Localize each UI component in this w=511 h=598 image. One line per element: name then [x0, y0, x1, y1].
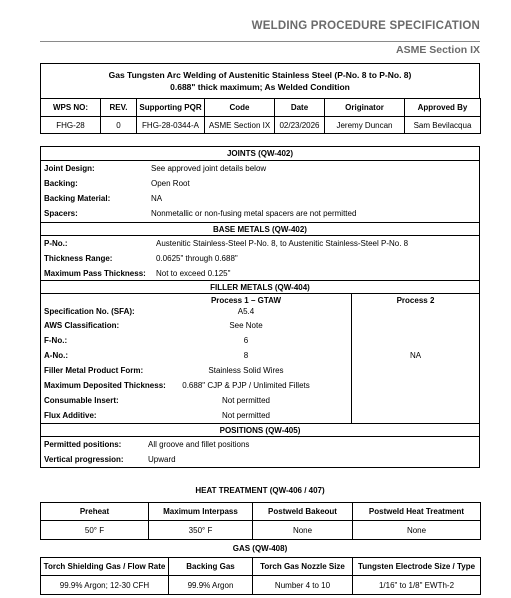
flux-additive-value: Not permitted	[221, 411, 271, 420]
procedure-title-line1: Gas Tungsten Arc Welding of Austenitic Stainless Steel (P-No. 8 to P-No. 8)	[108, 70, 412, 80]
consumable-insert-label: Consumable Insert:	[44, 396, 119, 405]
aws-class-label: AWS Classification:	[44, 321, 120, 330]
gas-header-nozzle: Torch Gas Nozzle Size	[253, 558, 353, 576]
max-deposited-label: Maximum Deposited Thickness:	[44, 381, 166, 390]
filler-metals-grid	[41, 294, 479, 423]
spec-no-value: A5.4	[237, 307, 255, 316]
id-table	[40, 98, 481, 134]
id-header-approved: Approved By	[405, 99, 481, 117]
process2-max-deposited	[352, 378, 479, 393]
id-value-pqr: FHG-28-0344-A	[137, 117, 205, 134]
spec-no-label: Specification No. (SFA):	[44, 307, 135, 316]
ht-header-interpass: Maximum Interpass	[149, 503, 253, 521]
process2-consumable-insert	[352, 393, 479, 408]
process1-heading: Process 1 – GTAW	[210, 296, 282, 305]
thickness-range-label: Thickness Range:	[44, 254, 113, 263]
id-value-code: ASME Section IX	[205, 117, 275, 134]
heat-treatment-heading: HEAT TREATMENT (QW-406 / 407)	[195, 486, 325, 495]
gas-value-shielding: 99.9% Argon; 12-30 CFH	[41, 576, 169, 595]
gas-value-electrode: 1/16" to 1/8" EWTh-2	[353, 576, 481, 595]
joints-row	[41, 206, 479, 222]
spacers-value: Nonmetallic or non-fusing metal spacers are not permitted	[151, 209, 357, 218]
flux-additive-label: Flux Additive:	[44, 411, 97, 420]
id-header-pqr: Supporting PQR	[137, 99, 205, 117]
gas-table	[40, 557, 481, 595]
process2-spec-no	[352, 305, 479, 318]
aws-class-value: See Note	[229, 321, 263, 330]
id-value-rev: 0	[101, 117, 137, 134]
id-value-wps: FHG-28	[41, 117, 101, 134]
backing-value: Open Root	[151, 179, 190, 188]
gas-header-electrode: Tungsten Electrode Size / Type	[353, 558, 481, 576]
header-divider	[40, 41, 480, 42]
base-metals-row	[41, 236, 479, 251]
max-deposited-value: 0.688" CJP & PJP / Unlimited Fillets	[182, 381, 310, 390]
gas-value-nozzle: Number 4 to 10	[253, 576, 353, 595]
id-header-originator: Originator	[325, 99, 405, 117]
backing-material-value: NA	[151, 194, 163, 203]
joints-row	[41, 161, 479, 176]
process2-heading: Process 2	[396, 296, 435, 305]
id-header-wps: WPS NO:	[41, 99, 101, 117]
joints-heading: JOINTS (QW-402)	[41, 147, 479, 161]
document-title: WELDING PROCEDURE SPECIFICATION	[251, 20, 480, 32]
gas-header-backing: Backing Gas	[169, 558, 253, 576]
thickness-range-value: 0.0625" through 0.688"	[156, 254, 238, 263]
base-metals-heading: BASE METALS (QW-402)	[41, 222, 479, 236]
joints-row	[41, 176, 479, 191]
document-subtitle: ASME Section IX	[395, 44, 480, 56]
p-no-value: Austenitic Stainless-Steel P-No. 8, to Austenitic Stainless-Steel P-No. 8	[156, 239, 409, 248]
permitted-positions-label: Permitted positions:	[44, 440, 122, 449]
process2-flux-additive	[352, 408, 479, 423]
ht-header-preheat: Preheat	[41, 503, 149, 521]
base-metals-row	[41, 251, 479, 266]
heat-treatment-table	[40, 502, 481, 540]
max-pass-thickness-label: Maximum Pass Thickness:	[44, 269, 146, 278]
vertical-progression-label: Vertical progression:	[44, 455, 124, 464]
ht-value-interpass: 350° F	[149, 521, 253, 540]
a-no-value: 8	[243, 351, 249, 360]
backing-material-label: Backing Material:	[44, 194, 111, 203]
vertical-progression-value: Upward	[148, 455, 176, 464]
a-no-label: A-No.:	[44, 351, 68, 360]
base-metals-row	[41, 266, 479, 280]
filler-metals-heading: FILLER METALS (QW-404)	[41, 280, 479, 294]
ht-header-pwht: Postweld Heat Treatment	[353, 503, 481, 521]
ht-value-bakeout: None	[253, 521, 353, 540]
gas-heading: GAS (QW-408)	[232, 544, 288, 553]
procedure-title	[40, 63, 480, 98]
id-header-date: Date	[275, 99, 325, 117]
process2-aws-class	[352, 318, 479, 333]
joints-row	[41, 191, 479, 206]
ht-value-pwht: None	[353, 521, 481, 540]
f-no-value: 6	[243, 336, 249, 345]
p-no-label: P-No.:	[44, 239, 68, 248]
filler-process1-column	[41, 294, 352, 423]
product-form-label: Filler Metal Product Form:	[44, 366, 144, 375]
permitted-positions-value: All groove and fillet positions	[148, 440, 250, 449]
id-value-approved: Sam Bevilacqua	[405, 117, 481, 134]
consumable-insert-value: Not permitted	[221, 396, 271, 405]
procedure-title-line2: 0.688" thick maximum; As Welded Condition	[170, 82, 350, 92]
product-form-value: Stainless Solid Wires	[208, 366, 284, 375]
joint-design-label: Joint Design:	[44, 164, 95, 173]
main-specs-section	[40, 146, 480, 468]
positions-row	[41, 452, 479, 467]
gas-value-backing: 99.9% Argon	[169, 576, 253, 595]
positions-heading: POSITIONS (QW-405)	[41, 423, 479, 437]
ht-value-preheat: 50° F	[41, 521, 149, 540]
id-header-rev: REV.	[101, 99, 137, 117]
id-value-originator: Jeremy Duncan	[325, 117, 405, 134]
process2-f-no	[352, 333, 479, 348]
filler-process2-column	[352, 294, 479, 423]
gas-header-shielding: Torch Shielding Gas / Flow Rate	[41, 558, 169, 576]
spacers-label: Spacers:	[44, 209, 78, 218]
id-value-date: 02/23/2026	[275, 117, 325, 134]
id-header-code: Code	[205, 99, 275, 117]
process2-a-no: NA	[409, 351, 422, 360]
joint-design-value: See approved joint details below	[151, 164, 267, 173]
ht-header-bakeout: Postweld Bakeout	[253, 503, 353, 521]
process2-product-form	[352, 363, 479, 378]
backing-label: Backing:	[44, 179, 78, 188]
max-pass-thickness-value: Not to exceed 0.125"	[156, 269, 231, 278]
positions-row	[41, 437, 479, 452]
f-no-label: F-No.:	[44, 336, 68, 345]
